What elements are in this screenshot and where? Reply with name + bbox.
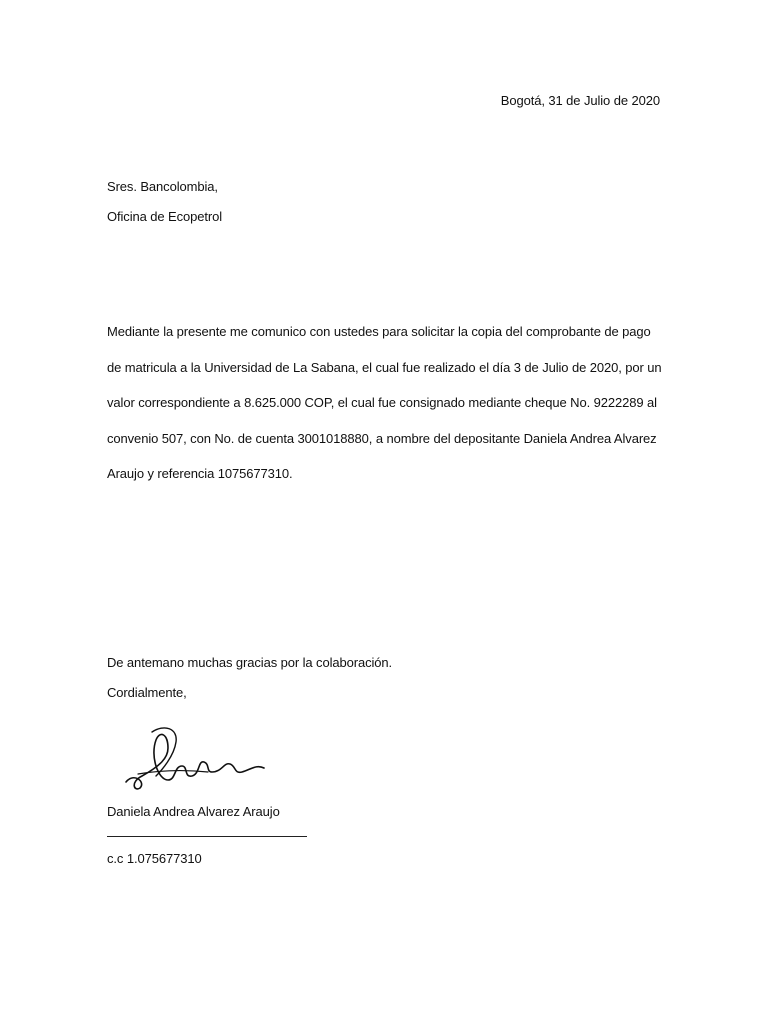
body-line-1: Mediante la presente me comunico con ustedes para solicitar la copia del comprobante de pago: [107, 324, 651, 339]
body-line-4: convenio 507, con No. de cuenta 3001018880, a nombre del depositante Daniela Andrea Alvarez: [107, 431, 657, 446]
body-line-2: de matricula a la Universidad de La Sabana, el cual fue realizado el día 3 de Julio de 2020, por un: [107, 360, 662, 375]
closing-thanks: De antemano muchas gracias por la colaboración.: [107, 655, 393, 670]
body-line-3: valor correspondiente a 8.625.000 COP, el cual fue consignado mediante cheque No. 9222289 al: [107, 395, 657, 410]
recipient-line-2: Oficina de Ecopetrol: [107, 209, 223, 224]
letter-date: Bogotá, 31 de Julio de 2020: [500, 93, 660, 108]
handwritten-signature: [112, 712, 277, 797]
signer-name: Daniela Andrea Alvarez Araujo: [107, 804, 280, 819]
closing-salutation: Cordialmente,: [107, 685, 187, 700]
body-line-5: Araujo y referencia 1075677310.: [107, 466, 293, 481]
signature-line: [107, 836, 307, 837]
recipient-line-1: Sres. Bancolombia,: [107, 179, 218, 194]
signer-id-number: c.c 1.075677310: [107, 851, 202, 866]
